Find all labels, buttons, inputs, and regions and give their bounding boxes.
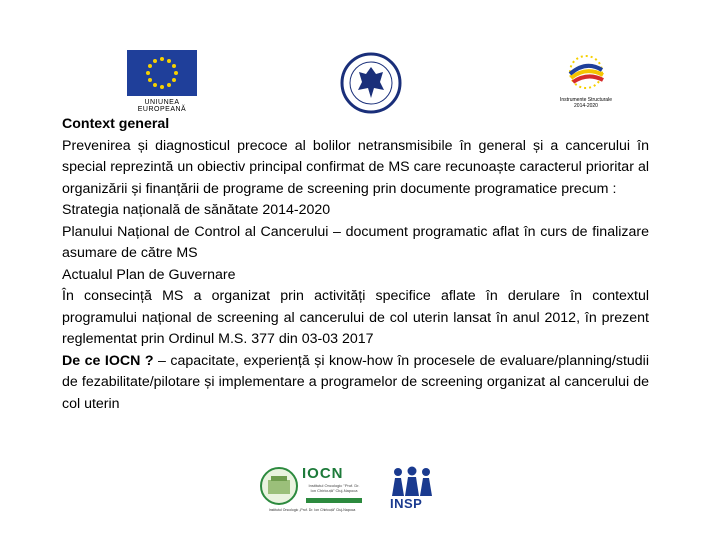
structural-instruments-logo bbox=[546, 52, 626, 112]
why-iocn-question: De ce IOCN ? bbox=[62, 352, 154, 369]
structural-instruments-icon bbox=[546, 52, 626, 92]
paragraph-consequence: În consecință MS a organizat prin activități specifice aflate în derulare în contextul programului național de screening al cancerului de col uterin lansat în anul 2012, în prezent reglementat prin Ordinul M.S. 377 din 03-03 2017 bbox=[62, 288, 649, 347]
insp-people-icon bbox=[386, 466, 438, 498]
iocn-band bbox=[306, 498, 362, 503]
eu-logo bbox=[120, 50, 204, 112]
eu-caption: UNIUNEA EUROPEANĂ bbox=[137, 99, 187, 113]
iocn-emblem-icon bbox=[256, 466, 302, 506]
iocn-title: IOCN bbox=[302, 465, 344, 482]
main-content bbox=[62, 114, 649, 415]
paragraph-why-iocn bbox=[62, 351, 649, 416]
structural-instruments-caption-line1: Instrumente Structurale bbox=[560, 97, 612, 103]
why-iocn-answer: – capacitate, experiență și know-how în procesele de evaluare/planning/studii de fezabilitate/pilotare și implementare a programelor de screening organizat al cancerului de col uterin bbox=[62, 352, 649, 412]
paragraph-government-plan: Actualul Plan de Guvernare bbox=[62, 266, 236, 283]
eu-flag-icon bbox=[127, 50, 197, 96]
iocn-subtitle: Institutul Oncologic "Prof. Dr. Ion Chiricuță" Cluj-Napoca bbox=[308, 483, 360, 493]
paragraph-prevention: Prevenirea și diagnosticul precoce al bolilor netransmisibile în general și a cancerului în special reprezintă un obiectiv principal confirmat de MS care recunoaște caracterul prioritar al organizării și finanțării de programe de screening prin documente programatice precum : bbox=[62, 137, 649, 197]
section-heading: Context general bbox=[62, 116, 170, 132]
iocn-caption: Institutul Oncologic „Prof. Dr. Ion Chiricuță” Cluj-Napoca bbox=[268, 508, 356, 512]
insp-logo bbox=[386, 466, 438, 512]
paragraph-cancer-plan: Planului Național de Control al Cancerului – document programatic aflat în curs de finalizare asumare de către MS bbox=[62, 223, 649, 261]
paragraph-strategy: Strategia națională de sănătate 2014-2020 bbox=[62, 202, 331, 218]
structural-instruments-caption-line2: 2014-2020 bbox=[574, 103, 598, 109]
insp-text: INSP bbox=[390, 496, 423, 511]
government-logo bbox=[340, 52, 402, 114]
iocn-logo bbox=[254, 466, 364, 516]
government-seal-icon bbox=[340, 52, 402, 114]
